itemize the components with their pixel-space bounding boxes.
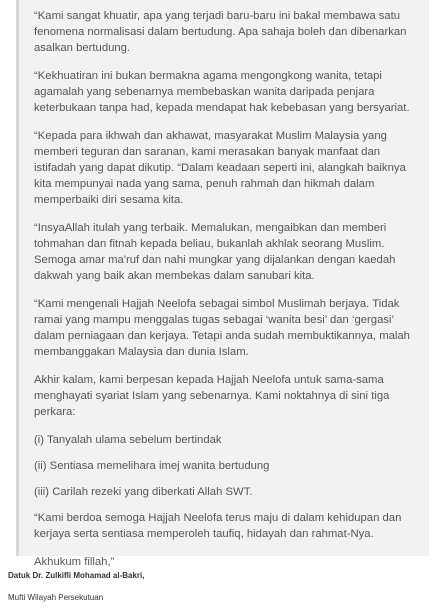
quote-paragraph-closing: “Kami berdoa semoga Hajjah Neelofa terus maju di dalam kehidupan dan kerjaya serta sentiasa memperoleh taufiq, hidayah dan rahmat-Nya.	[34, 512, 402, 540]
sign-off: Akhukum fillah,”	[34, 556, 115, 568]
quote-paragraph-5: “Kami mengenali Hajjah Neelofa sebagai simbol Muslimah berjaya. Tidak ramai yang mampu menggalas tugas sebagai ‘wanita besi’ dan ‘gergasi’ dalam perniagaan dan kerjaya. Tetapi anda sudah membuktikannya, malah membanggakan Malaysia dan dunia Islam.	[34, 298, 410, 358]
signature-name: Datuk Dr. Zulkifli Mohamad al-Bakri,	[8, 571, 145, 580]
list-item-2: (ii) Sentiasa memelihara imej wanita bertudung	[34, 460, 270, 472]
blockquote	[16, 0, 429, 568]
quote-paragraph-4: “InsyaAllah itulah yang terbaik. Memalukan, mengaibkan dan memberi tohmahan dan fitnah kepada beliau, bukanlah akhlak seorang Muslim. Semoga amar ma'ruf dan nahi mungkar yang dijalankan dengan kaedah dakwah yang baik akan membekas dalam sanubari kita.	[34, 222, 396, 282]
quote-paragraph-3: “Kepada para ikhwah dan akhawat, masyarakat Muslim Malaysia yang memberi teguran dan saranan, kami merasakan banyak manfaat dan istifadah yang dapat dikutip. “Dalam keadaan seperti ini, alangkah baiknya kita mempunyai nada yang sama, penuh rahmah dan hikmah dalam memperbaiki diri sesama kita.	[34, 130, 406, 206]
list-item-1: (i) Tanyalah ulama sebelum bertindak	[34, 434, 222, 446]
quote-paragraph-6: Akhir kalam, kami berpesan kepada Hajjah Neelofa untuk sama-sama menghayati syariat Islam yang sebenarnya. Kami noktahnya di sini tiga perkara:	[34, 374, 390, 418]
signature-title: Mufti Wilayah Persekutuan	[8, 593, 104, 602]
list-item-3: (iii) Carilah rezeki yang diberkati Allah SWT.	[34, 486, 253, 498]
quote-paragraph-2: “Kekhuatiran ini bukan bermakna agama mengongkong wanita, tetapi agamalah yang sebenarnya membebaskan wanita daripada penjara keterbukaan tanpa had, kepada mendapat hak kebebasan yang bersyariat.	[34, 70, 410, 114]
quote-paragraph-1: “Kami sangat khuatir, apa yang terjadi baru-baru ini bakal membawa satu fenomena normalisasi dalam bertudung. Apa sahaja boleh dan dibenarkan asalkan bertudung.	[34, 10, 407, 54]
